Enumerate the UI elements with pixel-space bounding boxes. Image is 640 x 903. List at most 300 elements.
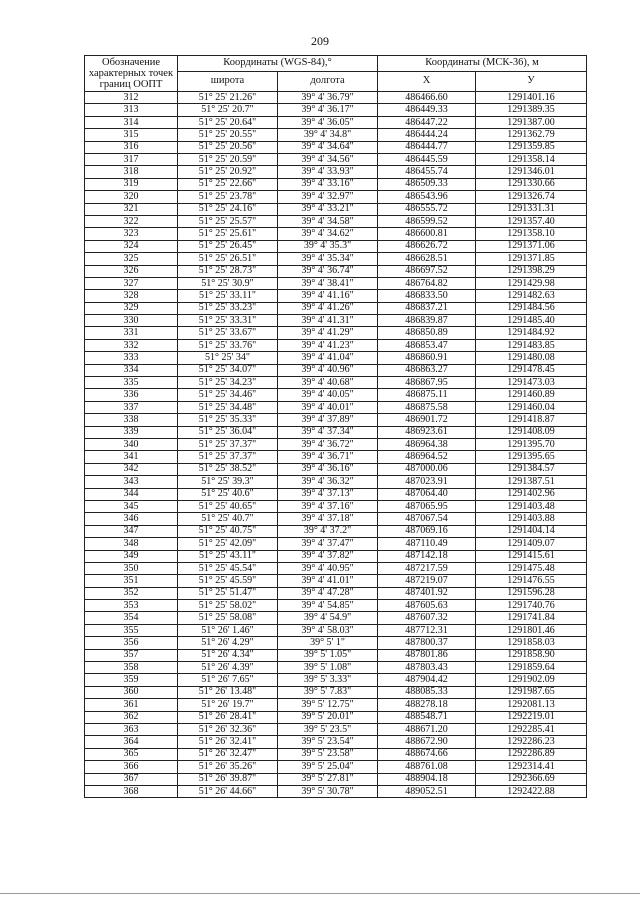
point-id: 368 bbox=[85, 785, 178, 797]
point-id: 331 bbox=[85, 327, 178, 339]
longitude: 39° 5' 7.83" bbox=[278, 686, 378, 698]
table-row bbox=[85, 662, 587, 674]
point-id: 361 bbox=[85, 699, 178, 711]
table-row bbox=[85, 327, 587, 339]
latitude: 51° 25' 24.16" bbox=[178, 203, 278, 215]
table-row bbox=[85, 488, 587, 500]
point-id: 345 bbox=[85, 500, 178, 512]
x-coordinate: 486449.33 bbox=[378, 104, 476, 116]
table-row bbox=[85, 761, 587, 773]
y-coordinate: 1291483.85 bbox=[476, 339, 587, 351]
y-coordinate: 1291741.84 bbox=[476, 612, 587, 624]
point-id: 356 bbox=[85, 637, 178, 649]
x-coordinate: 486863.27 bbox=[378, 364, 476, 376]
y-coordinate: 1291359.85 bbox=[476, 141, 587, 153]
point-id: 319 bbox=[85, 178, 178, 190]
longitude: 39° 4' 41.23" bbox=[278, 339, 378, 351]
latitude: 51° 26' 32.41" bbox=[178, 736, 278, 748]
latitude: 51° 25' 33.11" bbox=[178, 290, 278, 302]
x-coordinate: 486901.72 bbox=[378, 414, 476, 426]
longitude: 39° 4' 54.9" bbox=[278, 612, 378, 624]
latitude: 51° 25' 23.78" bbox=[178, 191, 278, 203]
x-coordinate: 488904.18 bbox=[378, 773, 476, 785]
y-coordinate: 1291596.28 bbox=[476, 587, 587, 599]
table-row bbox=[85, 476, 587, 488]
x-coordinate: 488278.18 bbox=[378, 699, 476, 711]
point-id: 357 bbox=[85, 649, 178, 661]
point-id: 327 bbox=[85, 277, 178, 289]
y-coordinate: 1291859.64 bbox=[476, 662, 587, 674]
longitude: 39° 5' 23.5" bbox=[278, 723, 378, 735]
x-coordinate: 486509.33 bbox=[378, 178, 476, 190]
y-coordinate: 1291402.96 bbox=[476, 488, 587, 500]
table-row bbox=[85, 352, 587, 364]
longitude: 39° 4' 41.26" bbox=[278, 302, 378, 314]
x-coordinate: 486445.59 bbox=[378, 154, 476, 166]
y-coordinate: 1291415.61 bbox=[476, 550, 587, 562]
longitude: 39° 4' 36.74" bbox=[278, 265, 378, 277]
y-coordinate: 1292219.01 bbox=[476, 711, 587, 723]
point-id: 316 bbox=[85, 141, 178, 153]
x-coordinate: 486964.38 bbox=[378, 438, 476, 450]
point-id: 363 bbox=[85, 723, 178, 735]
y-coordinate: 1292366.69 bbox=[476, 773, 587, 785]
x-coordinate: 486600.81 bbox=[378, 228, 476, 240]
y-coordinate: 1291858.90 bbox=[476, 649, 587, 661]
longitude: 39° 4' 37.34" bbox=[278, 426, 378, 438]
latitude: 51° 25' 42.09" bbox=[178, 538, 278, 550]
table-row bbox=[85, 575, 587, 587]
x-coordinate: 488548.71 bbox=[378, 711, 476, 723]
longitude: 39° 4' 34.58" bbox=[278, 215, 378, 227]
table-row bbox=[85, 290, 587, 302]
longitude: 39° 4' 40.05" bbox=[278, 389, 378, 401]
longitude: 39° 4' 33.16" bbox=[278, 178, 378, 190]
point-id: 359 bbox=[85, 674, 178, 686]
table-row bbox=[85, 215, 587, 227]
table-row bbox=[85, 463, 587, 475]
x-coordinate: 486466.60 bbox=[378, 92, 476, 104]
longitude: 39° 5' 23.54" bbox=[278, 736, 378, 748]
x-coordinate: 487219.07 bbox=[378, 575, 476, 587]
y-coordinate: 1291403.88 bbox=[476, 513, 587, 525]
x-coordinate: 486599.52 bbox=[378, 215, 476, 227]
table-row bbox=[85, 265, 587, 277]
longitude: 39° 5' 20.01" bbox=[278, 711, 378, 723]
latitude: 51° 26' 39.87" bbox=[178, 773, 278, 785]
point-id: 312 bbox=[85, 92, 178, 104]
table-row bbox=[85, 253, 587, 265]
point-id: 352 bbox=[85, 587, 178, 599]
table-row bbox=[85, 414, 587, 426]
latitude: 51° 26' 32.36" bbox=[178, 723, 278, 735]
longitude: 39° 5' 1" bbox=[278, 637, 378, 649]
longitude: 39° 4' 40.95" bbox=[278, 562, 378, 574]
point-id: 358 bbox=[85, 662, 178, 674]
longitude: 39° 5' 30.78" bbox=[278, 785, 378, 797]
longitude: 39° 4' 34.56" bbox=[278, 154, 378, 166]
point-id: 334 bbox=[85, 364, 178, 376]
y-coordinate: 1291902.09 bbox=[476, 674, 587, 686]
y-coordinate: 1291387.00 bbox=[476, 116, 587, 128]
y-coordinate: 1291485.40 bbox=[476, 315, 587, 327]
latitude: 51° 25' 26.45" bbox=[178, 240, 278, 252]
longitude: 39° 4' 54.85" bbox=[278, 600, 378, 612]
point-id: 336 bbox=[85, 389, 178, 401]
x-coordinate: 486867.95 bbox=[378, 377, 476, 389]
table-row bbox=[85, 277, 587, 289]
latitude: 51° 25' 30.9" bbox=[178, 277, 278, 289]
point-id: 339 bbox=[85, 426, 178, 438]
longitude: 39° 5' 3.33" bbox=[278, 674, 378, 686]
header-designation bbox=[85, 56, 178, 92]
latitude: 51° 25' 51.47" bbox=[178, 587, 278, 599]
y-coordinate: 1291408.09 bbox=[476, 426, 587, 438]
x-coordinate: 486628.51 bbox=[378, 253, 476, 265]
y-coordinate: 1291429.98 bbox=[476, 277, 587, 289]
table-row bbox=[85, 699, 587, 711]
y-coordinate: 1291484.56 bbox=[476, 302, 587, 314]
point-id: 360 bbox=[85, 686, 178, 698]
longitude: 39° 4' 41.01" bbox=[278, 575, 378, 587]
x-coordinate: 487067.54 bbox=[378, 513, 476, 525]
x-coordinate: 488085.33 bbox=[378, 686, 476, 698]
y-coordinate: 1292422.88 bbox=[476, 785, 587, 797]
longitude: 39° 4' 37.89" bbox=[278, 414, 378, 426]
point-id: 341 bbox=[85, 451, 178, 463]
latitude: 51° 26' 13.48" bbox=[178, 686, 278, 698]
latitude: 51° 25' 37.37" bbox=[178, 438, 278, 450]
y-coordinate: 1291740.76 bbox=[476, 600, 587, 612]
y-coordinate: 1291330.66 bbox=[476, 178, 587, 190]
x-coordinate: 486444.77 bbox=[378, 141, 476, 153]
x-coordinate: 487069.16 bbox=[378, 525, 476, 537]
table-row bbox=[85, 513, 587, 525]
y-coordinate: 1291480.08 bbox=[476, 352, 587, 364]
latitude: 51° 25' 20.55" bbox=[178, 129, 278, 141]
x-coordinate: 487065.95 bbox=[378, 500, 476, 512]
longitude: 39° 4' 40.96" bbox=[278, 364, 378, 376]
longitude: 39° 4' 58.03" bbox=[278, 624, 378, 636]
longitude: 39° 4' 32.97" bbox=[278, 191, 378, 203]
x-coordinate: 486444.24 bbox=[378, 129, 476, 141]
table-row bbox=[85, 178, 587, 190]
longitude: 39° 4' 36.71" bbox=[278, 451, 378, 463]
latitude: 51° 26' 7.65" bbox=[178, 674, 278, 686]
latitude: 51° 26' 35.26" bbox=[178, 761, 278, 773]
x-coordinate: 487803.43 bbox=[378, 662, 476, 674]
latitude: 51° 26' 28.41" bbox=[178, 711, 278, 723]
y-coordinate: 1291389.35 bbox=[476, 104, 587, 116]
longitude: 39° 4' 36.72" bbox=[278, 438, 378, 450]
y-coordinate: 1291475.48 bbox=[476, 562, 587, 574]
y-coordinate: 1291387.51 bbox=[476, 476, 587, 488]
header-y: У bbox=[476, 71, 587, 91]
point-id: 346 bbox=[85, 513, 178, 525]
x-coordinate: 486697.52 bbox=[378, 265, 476, 277]
x-coordinate: 488672.90 bbox=[378, 736, 476, 748]
point-id: 325 bbox=[85, 253, 178, 265]
point-id: 322 bbox=[85, 215, 178, 227]
latitude: 51° 25' 20.64" bbox=[178, 116, 278, 128]
table-row bbox=[85, 302, 587, 314]
point-id: 315 bbox=[85, 129, 178, 141]
latitude: 51° 25' 34.23" bbox=[178, 377, 278, 389]
point-id: 330 bbox=[85, 315, 178, 327]
point-id: 348 bbox=[85, 538, 178, 550]
longitude: 39° 4' 37.47" bbox=[278, 538, 378, 550]
table-row bbox=[85, 748, 587, 760]
point-id: 337 bbox=[85, 401, 178, 413]
longitude: 39° 5' 23.58" bbox=[278, 748, 378, 760]
longitude: 39° 4' 41.16" bbox=[278, 290, 378, 302]
latitude: 51° 25' 45.59" bbox=[178, 575, 278, 587]
x-coordinate: 486626.72 bbox=[378, 240, 476, 252]
latitude: 51° 26' 44.66" bbox=[178, 785, 278, 797]
point-id: 328 bbox=[85, 290, 178, 302]
longitude: 39° 4' 37.2" bbox=[278, 525, 378, 537]
longitude: 39° 4' 35.3" bbox=[278, 240, 378, 252]
x-coordinate: 487064.40 bbox=[378, 488, 476, 500]
longitude: 39° 4' 35.34" bbox=[278, 253, 378, 265]
latitude: 51° 25' 40.65" bbox=[178, 500, 278, 512]
point-id: 335 bbox=[85, 377, 178, 389]
table-row bbox=[85, 154, 587, 166]
y-coordinate: 1291418.87 bbox=[476, 414, 587, 426]
x-coordinate: 486853.47 bbox=[378, 339, 476, 351]
point-id: 320 bbox=[85, 191, 178, 203]
point-id: 355 bbox=[85, 624, 178, 636]
y-coordinate: 1291473.03 bbox=[476, 377, 587, 389]
y-coordinate: 1291371.06 bbox=[476, 240, 587, 252]
y-coordinate: 1291384.57 bbox=[476, 463, 587, 475]
latitude: 51° 25' 35.33" bbox=[178, 414, 278, 426]
point-id: 321 bbox=[85, 203, 178, 215]
latitude: 51° 25' 39.3" bbox=[178, 476, 278, 488]
coordinates-table bbox=[84, 55, 587, 798]
y-coordinate: 1291395.65 bbox=[476, 451, 587, 463]
latitude: 51° 26' 1.46" bbox=[178, 624, 278, 636]
x-coordinate: 487904.42 bbox=[378, 674, 476, 686]
latitude: 51° 25' 22.66" bbox=[178, 178, 278, 190]
longitude: 39° 4' 36.05" bbox=[278, 116, 378, 128]
latitude: 51° 25' 26.51" bbox=[178, 253, 278, 265]
y-coordinate: 1291358.14 bbox=[476, 154, 587, 166]
y-coordinate: 1291409.07 bbox=[476, 538, 587, 550]
y-coordinate: 1291403.48 bbox=[476, 500, 587, 512]
x-coordinate: 487217.59 bbox=[378, 562, 476, 574]
table-row bbox=[85, 129, 587, 141]
latitude: 51° 25' 20.7" bbox=[178, 104, 278, 116]
point-id: 350 bbox=[85, 562, 178, 574]
latitude: 51° 25' 34.07" bbox=[178, 364, 278, 376]
y-coordinate: 1291346.01 bbox=[476, 166, 587, 178]
longitude: 39° 4' 34.64" bbox=[278, 141, 378, 153]
y-coordinate: 1291331.31 bbox=[476, 203, 587, 215]
x-coordinate: 486839.87 bbox=[378, 315, 476, 327]
y-coordinate: 1292286.23 bbox=[476, 736, 587, 748]
latitude: 51° 25' 20.59" bbox=[178, 154, 278, 166]
x-coordinate: 486764.82 bbox=[378, 277, 476, 289]
point-id: 340 bbox=[85, 438, 178, 450]
table-row bbox=[85, 538, 587, 550]
longitude: 39° 4' 36.79" bbox=[278, 92, 378, 104]
x-coordinate: 487000.06 bbox=[378, 463, 476, 475]
y-coordinate: 1292285.41 bbox=[476, 723, 587, 735]
latitude: 51° 25' 25.61" bbox=[178, 228, 278, 240]
table-row bbox=[85, 438, 587, 450]
header-longitude: долгота bbox=[278, 71, 378, 91]
latitude: 51° 25' 20.92" bbox=[178, 166, 278, 178]
x-coordinate: 487605.63 bbox=[378, 600, 476, 612]
point-id: 364 bbox=[85, 736, 178, 748]
y-coordinate: 1291326.74 bbox=[476, 191, 587, 203]
table-row bbox=[85, 674, 587, 686]
point-id: 317 bbox=[85, 154, 178, 166]
longitude: 39° 5' 25.04" bbox=[278, 761, 378, 773]
x-coordinate: 487800.37 bbox=[378, 637, 476, 649]
latitude: 51° 25' 58.02" bbox=[178, 600, 278, 612]
y-coordinate: 1291362.79 bbox=[476, 129, 587, 141]
point-id: 344 bbox=[85, 488, 178, 500]
point-id: 323 bbox=[85, 228, 178, 240]
latitude: 51° 25' 45.54" bbox=[178, 562, 278, 574]
x-coordinate: 486923.61 bbox=[378, 426, 476, 438]
x-coordinate: 486455.74 bbox=[378, 166, 476, 178]
table-row bbox=[85, 92, 587, 104]
latitude: 51° 25' 40.6" bbox=[178, 488, 278, 500]
table-body bbox=[85, 92, 587, 798]
point-id: 333 bbox=[85, 352, 178, 364]
longitude: 39° 4' 37.82" bbox=[278, 550, 378, 562]
point-id: 347 bbox=[85, 525, 178, 537]
x-coordinate: 487801.86 bbox=[378, 649, 476, 661]
table-row bbox=[85, 773, 587, 785]
longitude: 39° 4' 36.17" bbox=[278, 104, 378, 116]
latitude: 51° 25' 40.7" bbox=[178, 513, 278, 525]
longitude: 39° 5' 27.81" bbox=[278, 773, 378, 785]
latitude: 51° 26' 4.34" bbox=[178, 649, 278, 661]
longitude: 39° 4' 47.28" bbox=[278, 587, 378, 599]
y-coordinate: 1291357.40 bbox=[476, 215, 587, 227]
latitude: 51° 26' 4.29" bbox=[178, 637, 278, 649]
y-coordinate: 1291358.10 bbox=[476, 228, 587, 240]
latitude: 51° 26' 19.7" bbox=[178, 699, 278, 711]
latitude: 51° 25' 37.37" bbox=[178, 451, 278, 463]
longitude: 39° 5' 1.08" bbox=[278, 662, 378, 674]
point-id: 324 bbox=[85, 240, 178, 252]
x-coordinate: 486555.72 bbox=[378, 203, 476, 215]
table-row bbox=[85, 339, 587, 351]
point-id: 332 bbox=[85, 339, 178, 351]
point-id: 314 bbox=[85, 116, 178, 128]
point-id: 354 bbox=[85, 612, 178, 624]
table-row bbox=[85, 116, 587, 128]
table-row bbox=[85, 315, 587, 327]
table-row bbox=[85, 525, 587, 537]
point-id: 343 bbox=[85, 476, 178, 488]
longitude: 39° 4' 36.16" bbox=[278, 463, 378, 475]
table-row bbox=[85, 723, 587, 735]
longitude: 39° 4' 38.41" bbox=[278, 277, 378, 289]
x-coordinate: 487607.32 bbox=[378, 612, 476, 624]
latitude: 51° 25' 20.56" bbox=[178, 141, 278, 153]
table-row bbox=[85, 612, 587, 624]
y-coordinate: 1291484.92 bbox=[476, 327, 587, 339]
header-designation-text: Обозначение характерных точек границ ООПТ bbox=[88, 57, 174, 91]
longitude: 39° 4' 33.93" bbox=[278, 166, 378, 178]
table-row bbox=[85, 785, 587, 797]
table-row bbox=[85, 562, 587, 574]
table-row bbox=[85, 637, 587, 649]
latitude: 51° 25' 38.52" bbox=[178, 463, 278, 475]
table-row bbox=[85, 240, 587, 252]
table-row bbox=[85, 191, 587, 203]
longitude: 39° 4' 33.21" bbox=[278, 203, 378, 215]
latitude: 51° 25' 40.75" bbox=[178, 525, 278, 537]
table-row bbox=[85, 166, 587, 178]
latitude: 51° 25' 25.57" bbox=[178, 215, 278, 227]
y-coordinate: 1291398.29 bbox=[476, 265, 587, 277]
x-coordinate: 488674.66 bbox=[378, 748, 476, 760]
table-row bbox=[85, 500, 587, 512]
table-row bbox=[85, 426, 587, 438]
longitude: 39° 4' 37.13" bbox=[278, 488, 378, 500]
table-row bbox=[85, 624, 587, 636]
x-coordinate: 486833.50 bbox=[378, 290, 476, 302]
x-coordinate: 486875.58 bbox=[378, 401, 476, 413]
x-coordinate: 486543.96 bbox=[378, 191, 476, 203]
y-coordinate: 1291404.14 bbox=[476, 525, 587, 537]
longitude: 39° 4' 41.04" bbox=[278, 352, 378, 364]
table-row bbox=[85, 104, 587, 116]
x-coordinate: 486875.11 bbox=[378, 389, 476, 401]
x-coordinate: 488671.20 bbox=[378, 723, 476, 735]
table-row bbox=[85, 141, 587, 153]
y-coordinate: 1291801.46 bbox=[476, 624, 587, 636]
point-id: 351 bbox=[85, 575, 178, 587]
latitude: 51° 26' 4.39" bbox=[178, 662, 278, 674]
table-row bbox=[85, 401, 587, 413]
latitude: 51° 25' 34.48" bbox=[178, 401, 278, 413]
x-coordinate: 486837.21 bbox=[378, 302, 476, 314]
x-coordinate: 487712.31 bbox=[378, 624, 476, 636]
x-coordinate: 486850.89 bbox=[378, 327, 476, 339]
x-coordinate: 487110.49 bbox=[378, 538, 476, 550]
point-id: 318 bbox=[85, 166, 178, 178]
y-coordinate: 1291476.55 bbox=[476, 575, 587, 587]
table-row bbox=[85, 736, 587, 748]
y-coordinate: 1291482.63 bbox=[476, 290, 587, 302]
longitude: 39° 4' 36.32" bbox=[278, 476, 378, 488]
y-coordinate: 1292286.89 bbox=[476, 748, 587, 760]
table-row bbox=[85, 600, 587, 612]
x-coordinate: 486860.91 bbox=[378, 352, 476, 364]
latitude: 51° 25' 34" bbox=[178, 352, 278, 364]
point-id: 362 bbox=[85, 711, 178, 723]
latitude: 51° 25' 33.67" bbox=[178, 327, 278, 339]
longitude: 39° 4' 40.68" bbox=[278, 377, 378, 389]
latitude: 51° 25' 33.23" bbox=[178, 302, 278, 314]
y-coordinate: 1291460.89 bbox=[476, 389, 587, 401]
longitude: 39° 4' 41.29" bbox=[278, 327, 378, 339]
table-row bbox=[85, 711, 587, 723]
longitude: 39° 4' 34.8" bbox=[278, 129, 378, 141]
header-x: X bbox=[378, 71, 476, 91]
longitude: 39° 4' 40.01" bbox=[278, 401, 378, 413]
header-wgs: Координаты (WGS-84),° bbox=[178, 56, 378, 72]
point-id: 367 bbox=[85, 773, 178, 785]
